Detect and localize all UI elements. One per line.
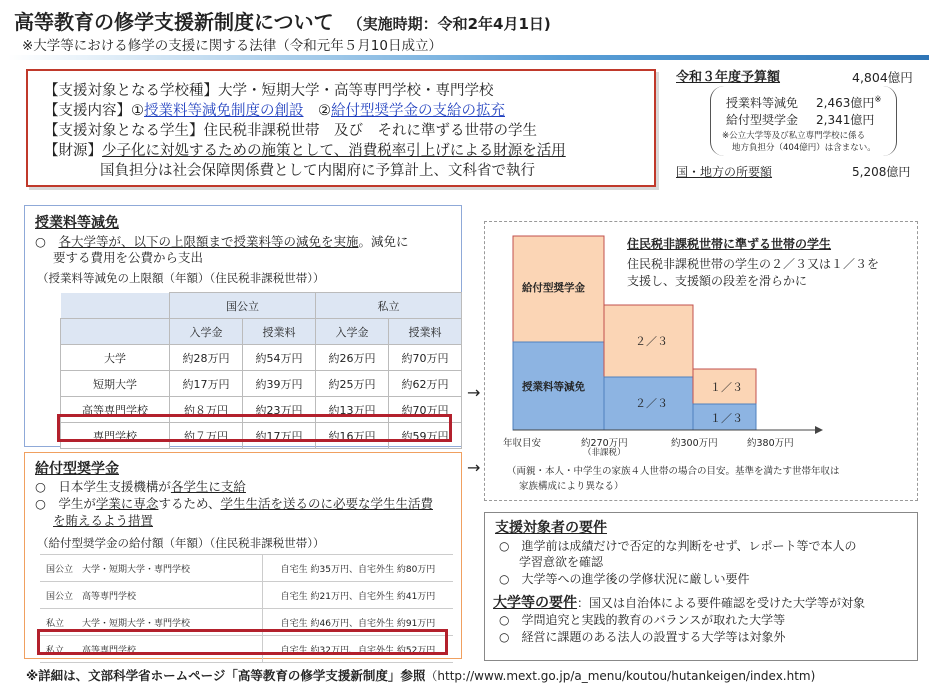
diagram-desc-1: 住民税非課税世帯の学生の２／３又は１／３を bbox=[627, 257, 880, 271]
table-cell: 約70万円 bbox=[389, 345, 462, 371]
table-row bbox=[61, 371, 462, 397]
budget-national-label: 国・地方の所要額 bbox=[676, 165, 773, 179]
col-header: 入学金 bbox=[316, 319, 389, 345]
right-arrow-icon: → bbox=[467, 383, 481, 402]
table-cell: 約39万円 bbox=[243, 371, 316, 397]
right-arrow-icon: → bbox=[467, 458, 481, 477]
diagram-note-1: （両親・本人・中学生の家族４人世帯の場合の目安。基準を満たす世帯年収は bbox=[507, 466, 840, 477]
table-row-header-blank bbox=[61, 319, 170, 345]
page-title bbox=[14, 6, 551, 35]
university-requirements-tail: ：国又は自治体による要件確認を受けた大学等が対象 bbox=[577, 596, 866, 610]
tuition-desc-line2: 要する費用を公費から支出 bbox=[53, 250, 204, 265]
school-cell: 国公立 高等専門学校 bbox=[40, 582, 263, 609]
scholarship-b1-underline: 各学生に支給 bbox=[170, 479, 246, 494]
requirement-item-cont: 学習意欲を確認 bbox=[519, 555, 604, 569]
tuition-bullet: ○ bbox=[35, 234, 46, 249]
row-label: 短期大学 bbox=[61, 371, 170, 397]
support-diagram bbox=[484, 221, 918, 501]
budget-item1-mark: ※ bbox=[874, 95, 882, 105]
summary-support-mid: ② bbox=[303, 103, 331, 119]
tuition-table-caption: （授業料等減免の上限額（年額）（住民税非課税世帯）） bbox=[37, 271, 325, 285]
table-cell: 約17万円 bbox=[243, 423, 316, 449]
school-cell: 国公立 大学・短期大学・専門学校 bbox=[40, 555, 263, 582]
footer-note bbox=[26, 666, 815, 684]
table-cell: 約17万円 bbox=[170, 371, 243, 397]
tuition-heading: 授業料等減免 bbox=[35, 215, 119, 231]
scholarship-bullet-2-line2: を賄えるよう措置 bbox=[53, 513, 154, 528]
x-axis-arrow-icon bbox=[815, 426, 823, 434]
fraction-label: １／３ bbox=[710, 381, 743, 394]
amount-cell: 自宅生 約21万円、自宅外生 約41万円 bbox=[263, 582, 454, 609]
diagram-label-tuition: 授業料等減免 bbox=[522, 381, 585, 393]
scholarship-b2-mid: するため、 bbox=[158, 496, 221, 511]
table-cell: 約８万円 bbox=[170, 397, 243, 423]
table-cell: 約54万円 bbox=[243, 345, 316, 371]
fraction-label: １／３ bbox=[710, 412, 743, 425]
scholarship-b1-prefix: ○ 日本学生支援機構が bbox=[35, 479, 171, 494]
row-label: 大学 bbox=[61, 345, 170, 371]
summary-line-support bbox=[44, 99, 505, 120]
budget-panel bbox=[672, 64, 934, 184]
scholarship-link[interactable]: 給付型奨学金の支給の拡充 bbox=[331, 103, 505, 119]
x-label-income: 年収目安 bbox=[503, 438, 542, 449]
summary-line-students: 【支援対象となる学生】住民税非課税世帯 及び それに準ずる世帯の学生 bbox=[44, 123, 537, 139]
diagram-desc-2: 支援し、支援額の段差を滑らかに bbox=[627, 274, 808, 288]
tuition-desc-underline: 各大学等が、以下の上限額まで授業料等の減免を実施 bbox=[58, 234, 359, 249]
summary-box bbox=[26, 69, 656, 187]
title-text: 高等教育の修学支援新制度について bbox=[14, 10, 334, 34]
requirement-item: ○ 大学等への進学後の学修状況に厳しい要件 bbox=[499, 572, 750, 586]
period-text: （実施時期：令和2年4月1日) bbox=[347, 15, 551, 33]
diagram-note-2: 家族構成により異なる） bbox=[519, 481, 624, 492]
col-header: 授業料 bbox=[389, 319, 462, 345]
summary-line-school-types: 【支援対象となる学校種】大学・短期大学・高等専門学校・専門学校 bbox=[44, 83, 494, 99]
budget-item2-value: 2,341億円 bbox=[816, 113, 875, 127]
col-header: 入学金 bbox=[170, 319, 243, 345]
requirements-section bbox=[484, 512, 918, 661]
group-private: 私立 bbox=[316, 293, 462, 319]
summary-funding-text: 少子化に対処するための施策として、消費税率引上げによる財源を活用 bbox=[102, 143, 566, 159]
table-cell: 約70万円 bbox=[389, 397, 462, 423]
table-cell: 約25万円 bbox=[316, 371, 389, 397]
row-label: 高等専門学校 bbox=[61, 397, 170, 423]
amount-cell: 自宅生 約35万円、自宅外生 約80万円 bbox=[263, 555, 454, 582]
x-label-380: 約380万円 bbox=[747, 438, 794, 449]
budget-item1-value bbox=[816, 94, 881, 111]
university-requirements-heading: 大学等の要件 bbox=[493, 595, 577, 611]
requirement-item: ○ 進学前は成績だけで否定的な判断をせず、レポート等で本人の bbox=[499, 539, 857, 553]
summary-support-prefix: 【支援内容】① bbox=[44, 103, 144, 119]
requirements-heading: 支援対象者の要件 bbox=[495, 520, 607, 536]
budget-total: 4,804億円 bbox=[852, 70, 913, 85]
scholarship-b2-underline-2: 学生生活を送るのに必要な学生生活費 bbox=[220, 496, 433, 511]
highlight-private-kosen-row bbox=[37, 629, 448, 655]
table-cell: 約23万円 bbox=[243, 397, 316, 423]
scholarship-heading: 給付型奨学金 bbox=[35, 461, 119, 477]
x-label-270: 約270万円 bbox=[581, 438, 628, 449]
highlight-vocational-row bbox=[57, 414, 452, 442]
scholarship-b2-underline-1: 学業に専念 bbox=[95, 496, 159, 511]
summary-line-national: 国負担分は社会保障関係費として内閣府に予算計上、文科省で執行 bbox=[100, 163, 535, 179]
x-label-300: 約300万円 bbox=[671, 438, 718, 449]
school-cell: 私立 大学・短期大学・専門学校 bbox=[40, 609, 263, 636]
x-label-nontaxable: （非課税） bbox=[583, 448, 626, 458]
requirement-item: ○ 学問追究と実践的教育のバランスが取れた大学等 bbox=[499, 613, 786, 627]
table-cell: 約７万円 bbox=[170, 423, 243, 449]
summary-funding-prefix: 【財源】 bbox=[44, 143, 102, 159]
table-cell: 約26万円 bbox=[316, 345, 389, 371]
table-cell: 約16万円 bbox=[316, 423, 389, 449]
table-cell: 約62万円 bbox=[389, 371, 462, 397]
amount-cell: 自宅生 約46万円、自宅外生 約91万円 bbox=[263, 609, 454, 636]
budget-note-1: ※公立大学等及び私立専門学校に係る bbox=[722, 131, 866, 141]
footer-url[interactable]: （http://www.mext.go.jp/a_menu/koutou/hutankeigen/index.htm) bbox=[425, 669, 816, 683]
budget-item1-amount: 2,463億円 bbox=[816, 96, 875, 110]
scholarship-bullet-1 bbox=[35, 477, 246, 495]
budget-title: 令和３年度予算額 bbox=[676, 70, 781, 85]
table-cell: 約13万円 bbox=[316, 397, 389, 423]
budget-item2-label: 給付型奨学金 bbox=[726, 113, 799, 127]
requirement-item: ○ 経営に課題のある法人の設置する大学等は対象外 bbox=[499, 630, 786, 644]
scholarship-table-caption: （給付型奨学金の給付額（年額）（住民税非課税世帯）） bbox=[37, 536, 325, 550]
table-row bbox=[40, 582, 453, 609]
footer-reference: ※詳細は、文部科学省ホームページ「高等教育の修学支援新制度」参照 bbox=[26, 668, 426, 683]
university-requirements-line bbox=[493, 592, 865, 612]
table-row bbox=[61, 345, 462, 371]
diagram-title: 住民税非課税世帯に準ずる世帯の学生 bbox=[627, 237, 832, 251]
summary-line-funding bbox=[44, 139, 566, 160]
scholarship-b2-prefix: ○ 学生が bbox=[35, 496, 96, 511]
group-national-public: 国公立 bbox=[170, 293, 316, 319]
budget-item1-label: 授業料等減免 bbox=[726, 96, 799, 110]
table-cell: 約28万円 bbox=[170, 345, 243, 371]
scholarship-bullet-2 bbox=[35, 494, 433, 512]
school-cell: 私立 高等専門学校 bbox=[40, 636, 263, 663]
budget-note-2: 地方負担分（404億円）は含まない。 bbox=[732, 143, 876, 153]
tuition-desc-tail: 。減免に bbox=[358, 234, 409, 249]
header-gradient-bar bbox=[8, 55, 929, 60]
fraction-label: ２／３ bbox=[635, 397, 668, 410]
amount-cell: 自宅生 約32万円、自宅外生 約52万円 bbox=[263, 636, 454, 663]
table-row bbox=[40, 555, 453, 582]
fraction-label: ２／３ bbox=[635, 335, 668, 348]
diagram-label-scholarship: 給付型奨学金 bbox=[522, 282, 585, 294]
col-header: 授業料 bbox=[243, 319, 316, 345]
budget-national-value: 5,208億円 bbox=[852, 165, 911, 179]
table-cell: 約59万円 bbox=[389, 423, 462, 449]
row-label: 専門学校 bbox=[61, 423, 170, 449]
page-subtitle: ※大学等における修学の支援に関する法律（令和元年５月10日成立） bbox=[22, 38, 442, 54]
tuition-link[interactable]: 授業料等減免制度の創設 bbox=[144, 103, 304, 119]
table-corner bbox=[61, 293, 170, 319]
